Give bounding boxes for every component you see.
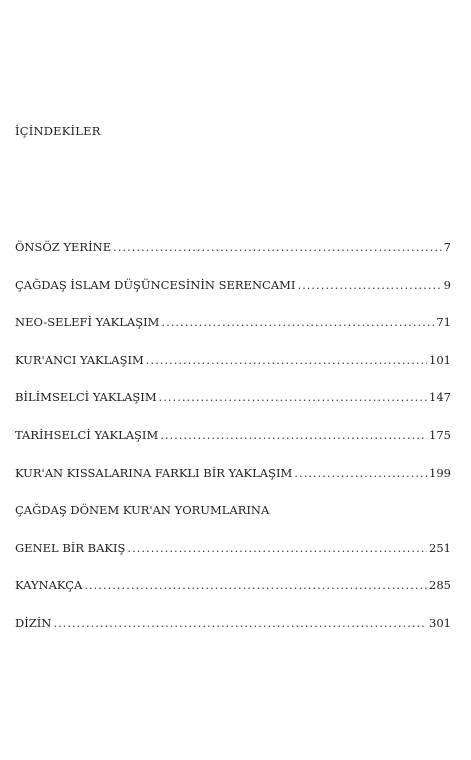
toc-entry-kurânci[interactable] [15,353,451,391]
toc-entry-cagdas-donem-yorumlari[interactable] [15,503,451,541]
toc-entry-bilimselci[interactable] [15,390,451,428]
toc-entry-page: 71 [436,315,451,330]
dot-leader [53,616,427,630]
toc-entry-title: GENEL BİR BAKIŞ [15,540,126,555]
toc-entry-page: 101 [429,352,451,367]
toc-entry-title: ÇAĞDAŞ İSLAM DÜŞÜNCESİNİN SERENCAMI [15,277,296,292]
dot-leader [113,240,442,254]
toc-entry-title: ÇAĞDAŞ DÖNEM KUR'AN YORUMLARINA [15,503,270,518]
dot-leader [146,353,427,367]
toc-entry-onsoz-yerine[interactable] [15,240,451,278]
toc-entry-title: KUR'ANCI YAKLAŞIM [15,352,144,367]
toc-entry-title: KAYNAKÇA [15,578,83,593]
dot-leader [84,578,427,592]
toc-entry-kuran-kissalari[interactable] [15,466,451,504]
toc-entry-cagdas-islam-dusuncesi[interactable] [15,278,451,316]
dot-leader [161,315,434,329]
toc-entry-page: 147 [429,390,451,405]
toc-entry-title: TARİHSELCİ YAKLAŞIM [15,427,159,442]
toc-entry-title: KUR'AN KISSALARINA FARKLI BİR YAKLAŞIM [15,465,293,480]
toc-entry-title: ÖNSÖZ YERİNE [15,240,112,254]
toc-entry-title: NEO-SELEFİ YAKLAŞIM [15,315,160,330]
dot-leader [294,466,427,480]
toc-entry-page: 301 [429,615,451,630]
dot-leader [160,428,427,442]
toc-entry-dizin[interactable] [15,616,451,654]
toc-entry-title: DİZİN [15,615,52,630]
toc-entry-title: BİLİMSELCİ YAKLAŞIM [15,390,157,405]
toc-entry-neo-selefi[interactable] [15,315,451,353]
toc-entry-genel-bakis[interactable] [15,541,451,579]
toc-entry-kaynakca[interactable] [15,578,451,616]
table-of-contents [15,240,451,654]
toc-entry-page: 9 [443,277,451,292]
toc-entry-page: 285 [429,578,451,593]
dot-leader [297,278,441,292]
toc-entry-page: 7 [443,240,451,254]
toc-entry-page: 251 [429,540,451,555]
toc-entry-tarihselci[interactable] [15,428,451,466]
toc-entry-page: 199 [429,465,451,480]
dot-leader [159,390,427,404]
toc-entry-page: 175 [429,427,451,442]
toc-heading: İÇİNDEKİLER [15,124,101,138]
dot-leader [127,541,427,555]
